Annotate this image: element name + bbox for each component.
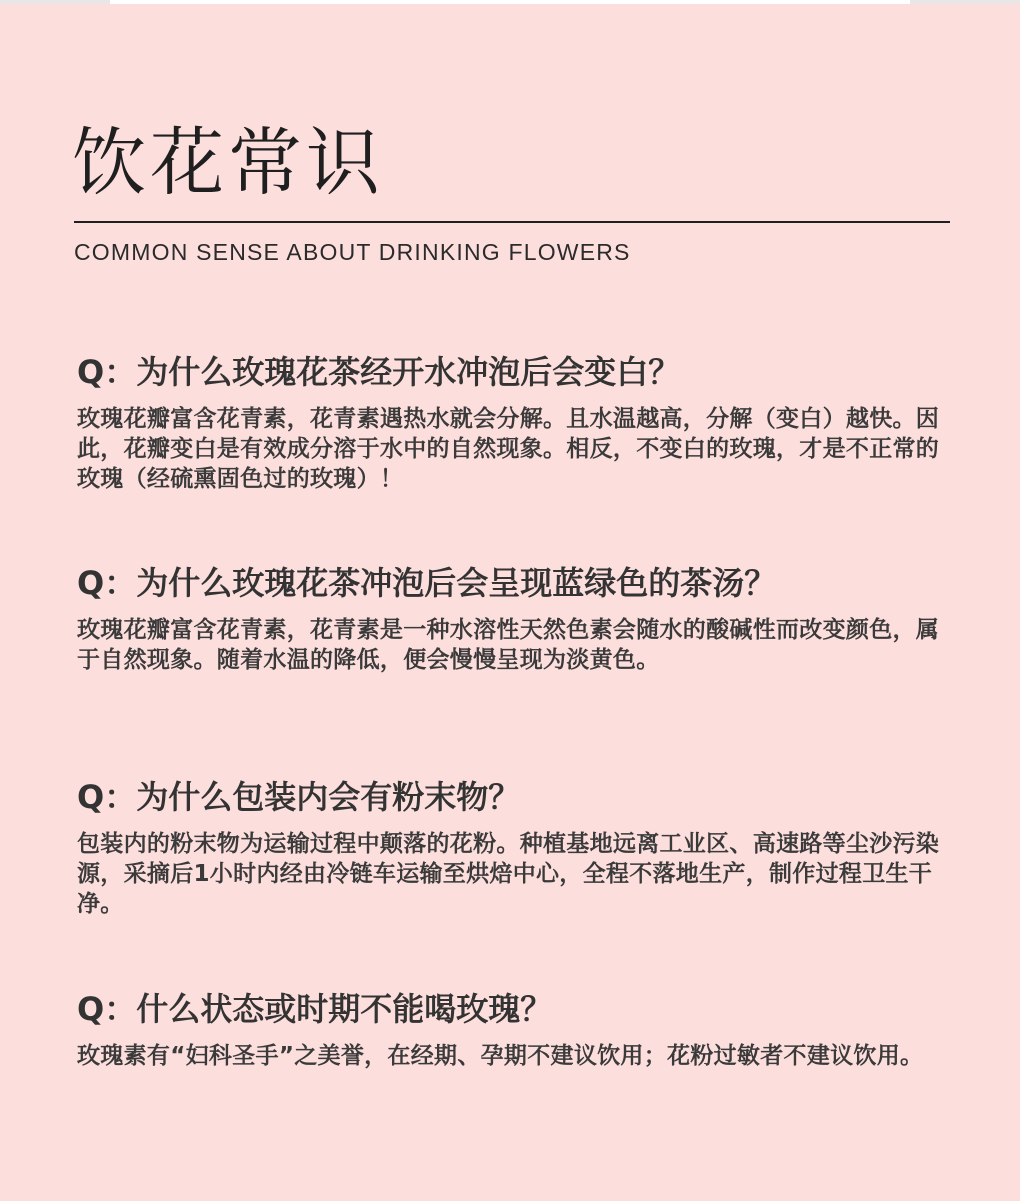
faq-question: Q：为什么玫瑰花茶冲泡后会呈现蓝绿色的茶汤？ xyxy=(77,564,777,602)
page-subtitle: COMMON SENSE ABOUT DRINKING FLOWERS xyxy=(74,239,631,265)
faq-question: Q：为什么包装内会有粉末物？ xyxy=(77,778,521,816)
top-border-strip xyxy=(0,0,1020,4)
faq-answer: 玫瑰素有“妇科圣手”之美誉，在经期、孕期不建议饮用；花粉过敏者不建议饮用。 xyxy=(77,1043,924,1069)
faq-answer: 玫瑰花瓣富含花青素，花青素是一种水溶性天然色素会随水的酸碱性而改变颜色，属于自然现象。随着水温的降低，便会慢慢呈现为淡黄色。 xyxy=(77,617,940,673)
faq-answer: 包装内的粉末物为运输过程中颠落的花粉。种植基地远离工业区、高速路等尘沙污染源，采摘后1小时内经由冷链车运输至烘焙中心，全程不落地生产，制作过程卫生干净。 xyxy=(77,831,940,917)
page-title: 饮花常识 xyxy=(72,120,384,206)
faq-item xyxy=(77,989,947,1071)
top-border-left xyxy=(0,0,110,4)
faq-item xyxy=(77,352,947,494)
title-divider xyxy=(74,221,950,223)
faq-question: Q：什么状态或时期不能喝玫瑰？ xyxy=(77,990,553,1028)
faq-item xyxy=(77,563,947,675)
faq-answer: 玫瑰花瓣富含花青素，花青素遇热水就会分解。且水温越高，分解（变白）越快。因此，花瓣变白是有效成分溶于水中的自然现象。相反，不变白的玫瑰，才是不正常的玫瑰（经硫熏固色过的玫瑰）！ xyxy=(77,406,940,492)
faq-item xyxy=(77,777,947,919)
faq-question: Q：为什么玫瑰花茶经开水冲泡后会变白？ xyxy=(77,353,681,391)
top-border-right xyxy=(910,0,1020,4)
